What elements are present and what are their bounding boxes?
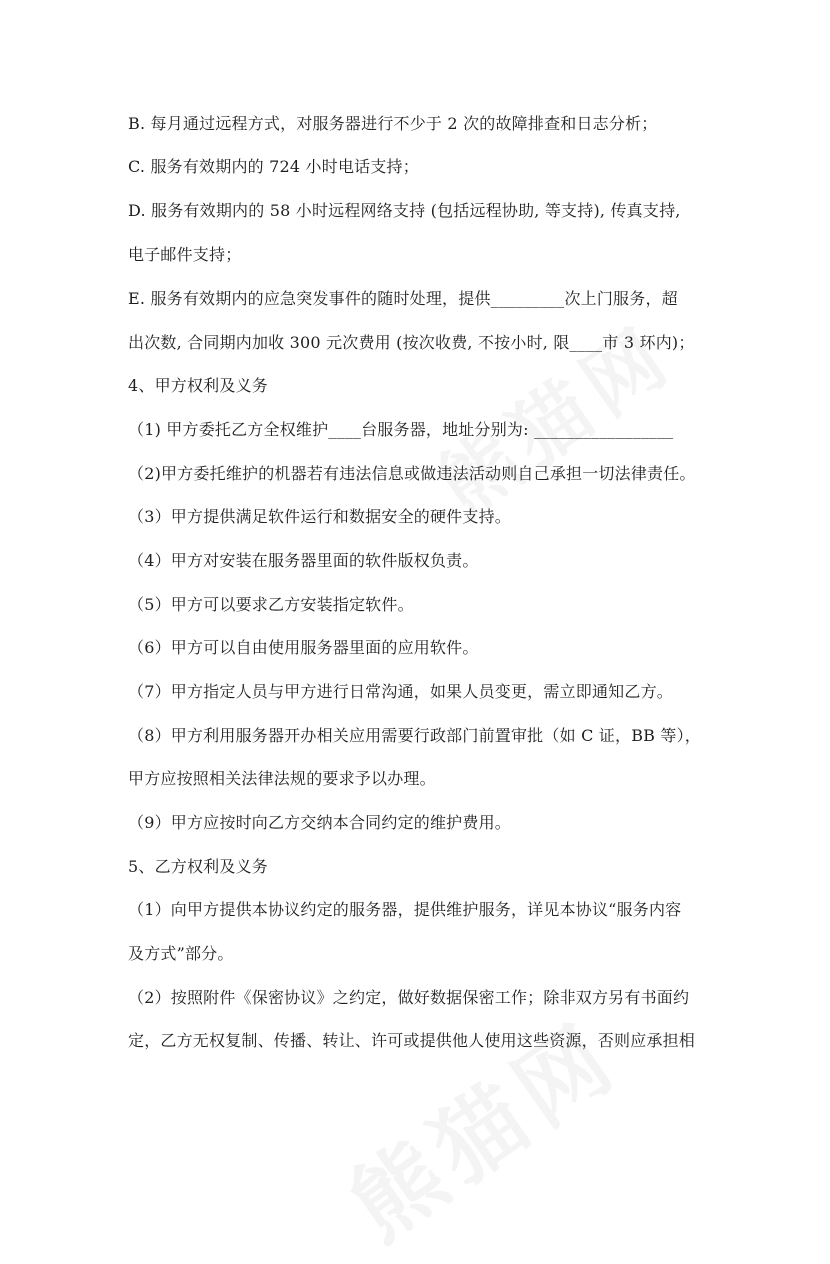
- party-a-clause-2: （2)甲方委托维护的机器若有违法信息或做违法活动则自己承担一切法律责任。: [128, 464, 696, 483]
- section-5-heading: 5、乙方权利及义务: [128, 857, 268, 876]
- item-d: D. 服务有效期内的 58 小时远程网络支持 (包括远程协助, 等支持), 传真支持,: [128, 201, 681, 220]
- item-c: C. 服务有效期内的 724 小时电话支持；: [128, 157, 419, 176]
- item-e: E. 服务有效期内的应急突发事件的随时处理，提供_________次上门服务，超: [128, 289, 678, 308]
- item-d-continued: 电子邮件支持；: [128, 245, 242, 264]
- party-a-clause-8: （8）甲方利用服务器开办相关应用需要行政部门前置审批（如 C 证，BB 等），: [128, 726, 701, 745]
- item-b: B. 每月通过远程方式，对服务器进行不少于 2 次的故障排查和日志分析；: [128, 114, 658, 133]
- party-b-clause-2: （2）按照附件《保密协议》之约定，做好数据保密工作；除非双方另有书面约: [128, 988, 690, 1007]
- party-a-clause-1: （1) 甲方委托乙方全权维护____台服务器，地址分别为: _________________: [128, 420, 674, 439]
- section-4-heading: 4、甲方权利及义务: [128, 376, 268, 395]
- party-a-clause-9: （9）甲方应按时向乙方交纳本合同约定的维护费用。: [128, 813, 511, 832]
- item-e-continued: 出次数, 合同期内加收 300 元次费用 (按次收费, 不按小时, 限____市 3 环内)；: [128, 333, 695, 352]
- party-a-clause-7: （7）甲方指定人员与甲方进行日常沟通，如果人员变更，需立即通知乙方。: [128, 682, 673, 701]
- party-a-clause-8-continued: 甲方应按照相关法律法规的要求予以办理。: [128, 769, 436, 788]
- party-b-clause-2-continued: 定，乙方无权复制、传播、转让、许可或提供他人使用这些资源，否则应承担相: [128, 1031, 696, 1050]
- party-b-clause-1-continued: 及方式”部分。: [128, 944, 234, 963]
- party-b-clause-1: （1）向甲方提供本协议约定的服务器，提供维护服务，详见本协议“服务内容: [128, 900, 682, 919]
- party-a-clause-6: （6）甲方可以自由使用服务器里面的应用软件。: [128, 638, 479, 657]
- party-a-clause-5: （5）甲方可以要求乙方安装指定软件。: [128, 595, 414, 614]
- party-a-clause-3: （3）甲方提供满足软件运行和数据安全的硬件支持。: [128, 507, 511, 526]
- watermark-1: [412, 294, 693, 537]
- watermark-2: [320, 986, 640, 1264]
- party-a-clause-4: （4）甲方对安装在服务器里面的软件版权负责。: [128, 551, 479, 570]
